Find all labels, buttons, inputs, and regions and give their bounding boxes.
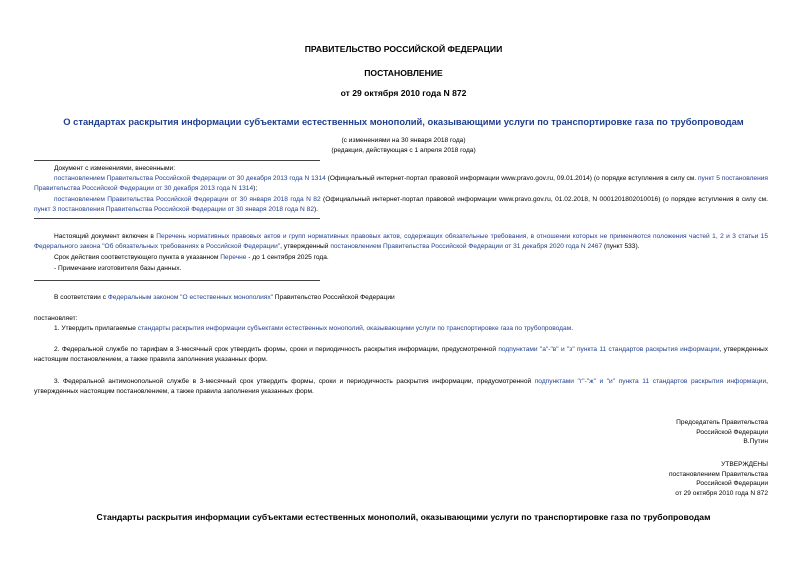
- inclusion-text-a: Настоящий документ включен в: [54, 233, 157, 240]
- inclusion-text-b: , утвержденный: [280, 243, 331, 250]
- change-1-link-2[interactable]: пункт 5 постановления Правительства Российской Федерации от 30 декабря 2013 года N 1314: [34, 175, 768, 192]
- federal-law-link[interactable]: Федеральным законом "О естественных монополиях": [107, 294, 273, 301]
- signature-block: [676, 418, 768, 447]
- inclusion-list-link[interactable]: Перечень нормативных правовых актов и групп нормативных правовых актов, содержащих обязательные требования, в отношении которых не применяются положения частей 1, 2 и 3 статьи 15 Федерального закона "Об обязательных требованиях в Российской Федерации": [34, 233, 769, 250]
- item-2-text-b: , утвержденных настоящим постановлением, а также правила заполнения указанных форм.: [34, 346, 768, 363]
- inclusion-decree-link[interactable]: постановлением Правительства Российской Федерации от 31 декабря 2020 года N 2467: [330, 243, 603, 250]
- signature-name: В.Путин: [743, 438, 768, 445]
- item-1: [34, 324, 768, 334]
- subitems-g-zh-link[interactable]: подпунктами "г"-"ж" и "и" пункта 11 стандартов раскрытия информации: [534, 378, 767, 385]
- divider: [34, 280, 320, 281]
- validity-text-a: Срок действия соответствующего пункта в указанном: [54, 254, 221, 261]
- change-2-end: ).: [313, 206, 319, 213]
- standards-link[interactable]: стандарты раскрытия информации субъектами естественных монополий, оказывающими услуги по транспортировке газа по трубопроводам: [137, 325, 572, 332]
- amendment-note: (с изменениями на 30 января 2018 года): [341, 137, 466, 144]
- validity-list-link[interactable]: Перечне: [220, 254, 247, 261]
- approval-date: от 29 октября 2010 года N 872: [675, 489, 768, 497]
- edition-note: (редакция, действующая с 1 апреля 2018 года): [331, 147, 476, 154]
- validity-text-b: - до 1 сентября 2025 года.: [246, 254, 329, 261]
- divider: [34, 218, 320, 219]
- inclusion-text-c: (пункт 533).: [602, 243, 640, 250]
- government-heading: ПРАВИТЕЛЬСТВО РОССИЙСКОЙ ФЕДЕРАЦИИ: [304, 44, 503, 54]
- document-type: ПОСТАНОВЛЕНИЕ: [364, 68, 443, 78]
- document-title: О стандартах раскрытия информации субъектами естественных монополий, оказывающими услуги по транспортировке газа по трубопроводам: [63, 116, 744, 127]
- change-2-text: (Официальный интернет-портал правовой информации www.pravo.gov.ru, 01.02.2018, N 0001201802010016) (о порядке вступления в силу см.: [320, 196, 769, 203]
- approval-label: УТВЕРЖДЕНЫ: [721, 461, 768, 468]
- legal-basis: [34, 293, 768, 303]
- item-2: [34, 345, 768, 365]
- subitems-a-v-link[interactable]: подпунктами "а"-"в" и "з" пункта 11 стандартов раскрытия информации: [498, 346, 720, 353]
- change-1-end: );: [253, 185, 258, 192]
- item-2-text-a: 2. Федеральной службе по тарифам в 3-месячный срок утвердить формы, сроки и периодичность раскрытия информации, предусмотренной: [54, 346, 499, 353]
- change-item-1: [34, 174, 768, 194]
- item-1-text-a: 1. Утвердить прилагаемые: [54, 325, 138, 332]
- change-2-link[interactable]: постановлением Правительства Российской Федерации от 30 января 2018 года N 82: [54, 196, 321, 203]
- change-item-2: [34, 195, 768, 215]
- resolves-label: постановляет:: [34, 315, 78, 322]
- standards-title: Стандарты раскрытия информации субъектами естественных монополий, оказывающими услуги по транспортировке газа по трубопроводам: [96, 512, 711, 522]
- inclusion-note: [34, 232, 768, 252]
- item-3-text-b: , утвержденных настоящим постановлением, а также правила заполнения указанных форм.: [34, 378, 768, 395]
- validity-note: [34, 253, 768, 263]
- changes-intro: Документ с изменениями, внесенными:: [54, 165, 176, 172]
- change-2-link-2[interactable]: пункт 3 постановления Правительства Российской Федерации от 30 января 2018 года N 82: [34, 206, 314, 213]
- change-1-text: (Официальный интернет-портал правовой информации www.pravo.gov.ru, 09.01.2014) (о порядке вступления в силу см.: [325, 175, 698, 182]
- approval-block: [669, 460, 768, 498]
- document-date-number: от 29 октября 2010 года N 872: [340, 88, 467, 98]
- producer-note: - Примечание изготовителя базы данных.: [54, 265, 182, 272]
- signature-position: Председатель Правительства: [676, 419, 768, 426]
- divider: [34, 160, 320, 161]
- signature-country: Российской Федерации: [696, 428, 768, 436]
- basis-text-b: Правительство Российской Федерации: [272, 294, 395, 301]
- approval-by: постановлением Правительства: [668, 470, 768, 478]
- item-3: [34, 377, 768, 397]
- basis-text-a: В соответствии с: [54, 294, 108, 301]
- item-3-text-a: 3. Федеральной антимонопольной службе в 3-месячный срок утвердить формы, сроки и периодичность раскрытия информации, предусмотренной: [54, 378, 535, 385]
- approval-country: Российской Федерации: [696, 480, 768, 487]
- change-1-link[interactable]: постановлением Правительства Российской Федерации от 30 декабря 2013 года N 1314: [54, 175, 326, 182]
- item-1-text-b: .: [571, 325, 574, 332]
